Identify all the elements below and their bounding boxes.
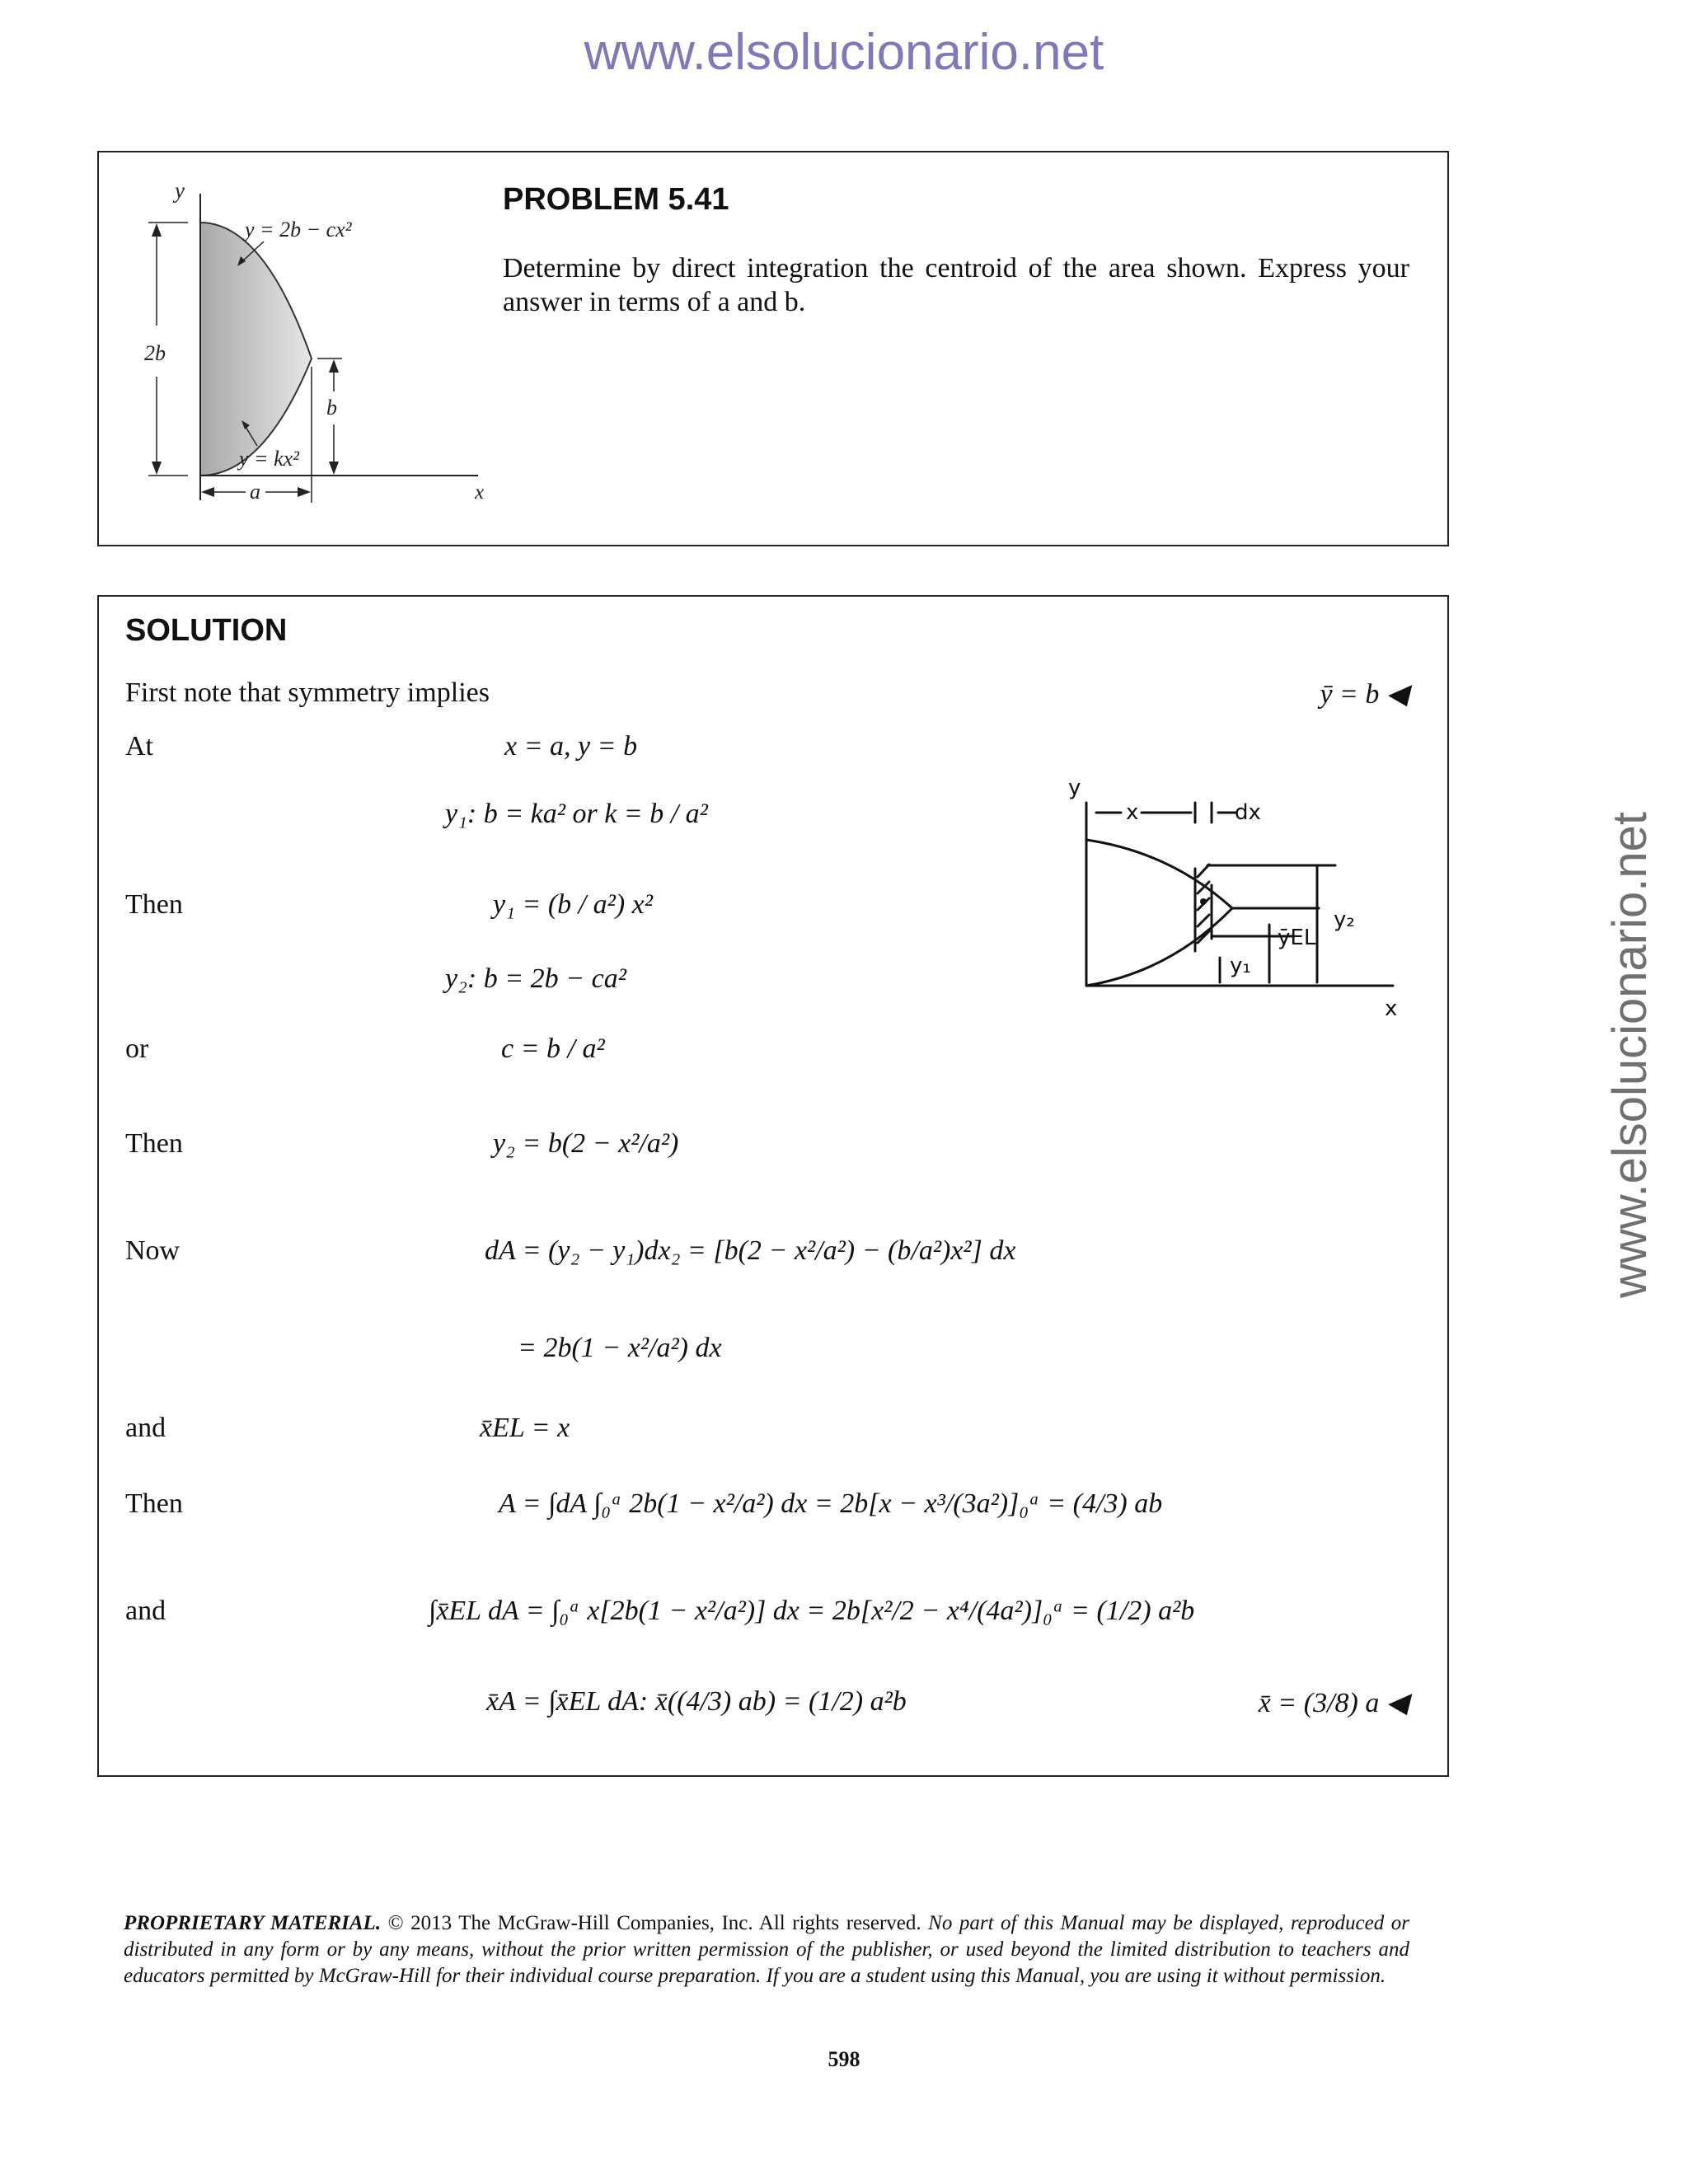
fig-width-label: a [250,480,260,504]
equation: y₁ = (b / a²) x² [493,889,653,920]
sketch-y-label: y [1068,776,1081,800]
equation: x = a, y = b [504,731,638,762]
row-label: First note that symmetry implies [125,677,490,708]
row-label: Then [125,1488,183,1519]
equation: A = ∫dA ∫₀ᵃ 2b(1 − x²/a²) dx = 2b[x − x³/(3a²)]₀ᵃ = (4/3) ab [499,1488,1163,1519]
row-label: Now [125,1235,181,1266]
shaded-area [200,223,312,476]
sketch-yel-label: ȳEL [1278,926,1316,950]
equation: y₁: b = ka² or k = b / a² [445,799,708,829]
solution-box [97,595,1449,1777]
row-label: Then [125,1128,183,1159]
footer-notice: No part of this Manual may be displayed, reproduced or distributed in any form or by any means, without the prior written permission of the publisher, or used beyond the limited distribution to teachers and educators permitted by McGraw-Hill for their individual course preparation. If you are a student using this Manual, you are using it without permission. [124,1912,1409,1987]
footer-proprietary: PROPRIETARY MATERIAL. [124,1912,382,1934]
problem-statement: Determine by direct integration the centroid of the area shown. Express your answer in terms of a and b. [503,253,1409,317]
equation: dA = (y₂ − y₁)dx₂ = [b(2 − x²/a²) − (b/a²)x²] dx [485,1235,1016,1266]
problem-figure [115,161,511,507]
sketch-y1-label: y₁ [1230,954,1251,978]
problem-title: PROBLEM 5.41 [503,182,729,217]
fig-upper-curve-label: y = 2b − cx² [245,218,352,241]
problem-box [97,151,1449,546]
row-label: or [125,1033,149,1064]
solution-sketch [1047,770,1475,1042]
fig-y-axis-label: y [175,178,185,203]
fig-height-label: 2b [144,341,166,365]
fig-half-label: b [326,396,337,419]
fig-lower-curve-label: y = kx² [239,447,299,471]
page-number: 598 [828,2047,860,2071]
answer-xbar: x̄ = (3/8) a ◀ [1258,1688,1408,1718]
row-label: and [125,1413,166,1443]
sketch-x-axis-label: x [1385,996,1398,1021]
fig-x-axis-label: x [475,481,485,504]
sketch-dx-label: dx [1235,800,1261,825]
equation: y₂: b = 2b − ca² [445,963,626,994]
row-label: Then [125,889,183,920]
equation: y₂ = b(2 − x²/a²) [493,1128,679,1159]
equation: c = b / a² [501,1033,605,1064]
row-label: and [125,1596,166,1626]
equation: ∫x̄EL dA = ∫₀ᵃ x[2b(1 − x²/a²)] dx = 2b[x²/2 − x⁴/(4a²)]₀ᵃ = (1/2) a²b [429,1596,1195,1626]
equation: x̄EL = x [480,1413,570,1443]
answer-ybar: ȳ = b ◀ [1320,679,1408,710]
footer [124,1910,1409,1990]
sketch-y2-label: y₂ [1334,907,1355,932]
watermark-side: www.elsolucionario.net [1603,812,1657,1298]
equation: x̄A = ∫x̄EL dA: x̄((4/3) ab) = (1/2) a²b [486,1686,907,1717]
row-label: At [125,731,153,762]
footer-copyright: © 2013 The McGraw-Hill Companies, Inc. All rights reserved. [387,1912,921,1934]
solution-title: SOLUTION [125,613,288,648]
equation: = 2b(1 − x²/a²) dx [518,1333,722,1363]
watermark-top: www.elsolucionario.net [584,24,1104,81]
sketch-x-label: x [1126,800,1139,825]
